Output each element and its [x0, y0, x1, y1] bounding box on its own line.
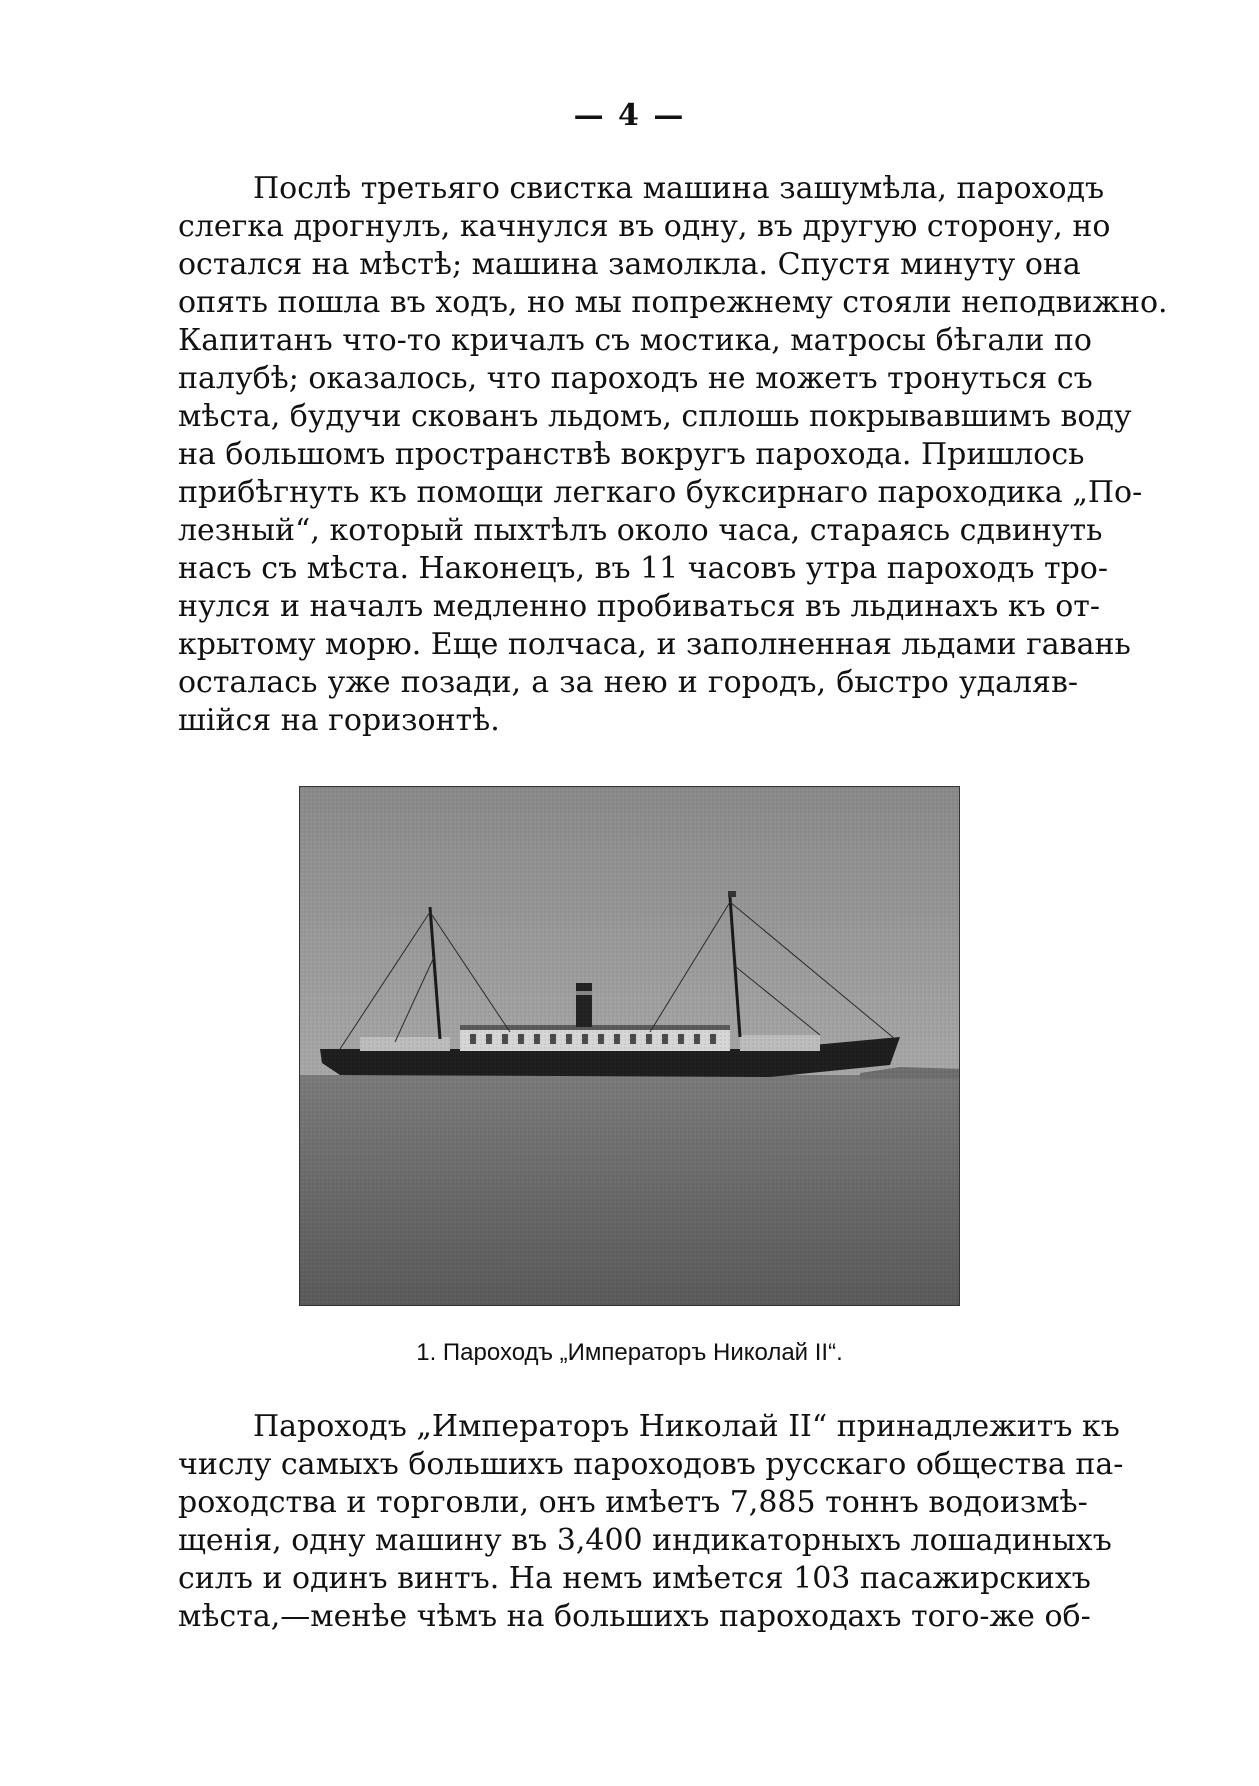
paragraph-2	[178, 1408, 1124, 1636]
text-line: палубѣ; оказалось, что пароходъ не можетъ тронуться съ	[178, 361, 1093, 396]
text-line: Пароходъ „Императоръ Николай II“ принадлежитъ къ	[253, 1409, 1120, 1444]
text-line: роходства и торговли, онъ имѣетъ 7,885 тоннъ водоизмѣ-	[178, 1485, 1088, 1520]
steamship-photo-image	[300, 787, 960, 1306]
text-line: шійся на горизонтѣ.	[178, 703, 500, 738]
page-number: — 4 —	[573, 98, 686, 133]
text-line: числу самыхъ большихъ пароходовъ русскаго общества па-	[178, 1447, 1124, 1482]
text-line: насъ съ мѣста. Наконецъ, въ 11 часовъ утра пароходъ тро-	[178, 551, 1108, 586]
text-line: мѣста,—менѣе чѣмъ на большихъ пароходахъ того-же об-	[178, 1599, 1091, 1634]
steamship-photo	[299, 786, 960, 1306]
text-line: крытому морю. Еще полчаса, и заполненная льдами гавань	[178, 627, 1131, 662]
text-line: Капитанъ что-то кричалъ съ мостика, матросы бѣгали по	[178, 323, 1092, 358]
text-line: остался на мѣстѣ; машина замолкла. Спустя минуту она	[178, 247, 1081, 282]
text-line: опять пошла въ ходъ, но мы попрежнему стояли неподвижно.	[178, 285, 1168, 320]
text-line: осталась уже позади, а за нею и городъ, быстро удаляв-	[178, 665, 1078, 700]
text-line: слегка дрогнулъ, качнулся въ одну, въ другую сторону, но	[178, 209, 1111, 244]
text-line: силъ и одинъ винтъ. На немъ имѣется 103 пасажирскихъ	[178, 1561, 1091, 1596]
text-line: мѣста, будучи скованъ льдомъ, сплошь покрывавшимъ воду	[178, 399, 1132, 434]
text-line: прибѣгнуть къ помощи легкаго буксирнаго пароходика „По-	[178, 475, 1143, 510]
text-line: нулся и началъ медленно пробиваться въ льдинахъ къ от-	[178, 589, 1100, 624]
figure-caption: 1. Пароходъ „Императоръ Николай II“.	[416, 1339, 843, 1366]
text-line: щенія, одну машину въ 3,400 индикаторныхъ лошадиныхъ	[178, 1523, 1112, 1558]
text-line: Послѣ третьяго свистка машина зашумѣла, пароходъ	[253, 171, 1105, 206]
text-line: на большомъ пространствѣ вокругъ парохода. Пришлось	[178, 437, 1085, 472]
text-line: лезный“, который пыхтѣлъ около часа, стараясь сдвинуть	[178, 513, 1103, 548]
paragraph-1	[178, 170, 1168, 740]
